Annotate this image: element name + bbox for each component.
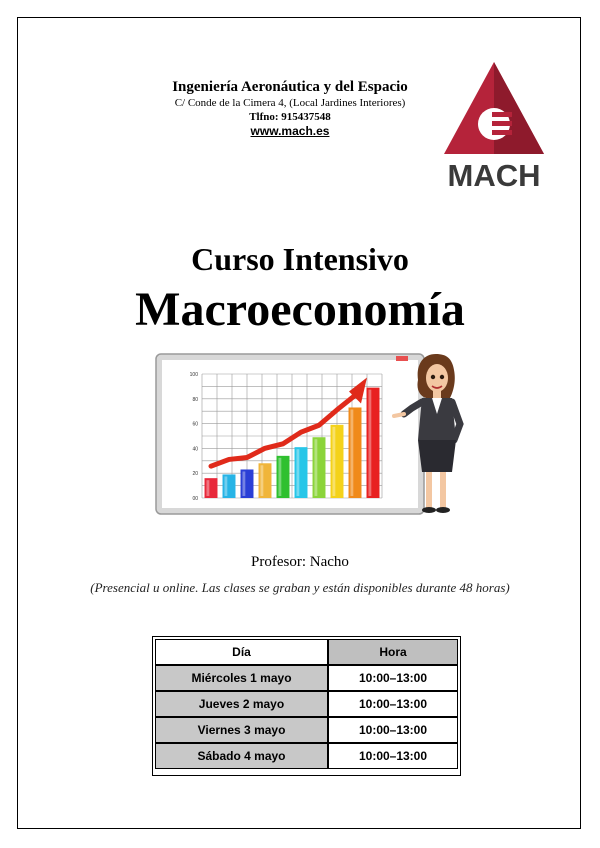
table-row (155, 743, 458, 769)
y-tick-label: 00 (192, 496, 198, 502)
y-tick-label: 60 (192, 421, 198, 428)
table-row (155, 717, 458, 743)
course-type: Curso Intensivo (191, 241, 409, 277)
chart-bar (241, 469, 254, 498)
row-time: 10:00–13:00 (328, 665, 458, 691)
chart-bar (223, 474, 236, 498)
chart-bar-highlight (368, 390, 371, 496)
row-day: Viernes 3 mayo (155, 717, 328, 743)
row-time: 10:00–13:00 (328, 717, 458, 743)
institution-name: Ingeniería Aeronáutica y del Espacio (172, 79, 408, 95)
row-day: Sábado 4 mayo (155, 743, 328, 769)
teacher-name: Profesor: Nacho (251, 554, 349, 570)
institution-website-link[interactable]: www.mach.es (250, 124, 330, 138)
modality-note: (Presencial u online. Las clases se graban y están disponibles durante 48 horas) (90, 580, 510, 595)
chart-bar-highlight (278, 458, 281, 496)
header-time: Hora (328, 639, 458, 665)
row-time: 10:00–13:00 (328, 691, 458, 717)
y-tick-label: 40 (192, 446, 198, 453)
y-tick-label: 80 (192, 396, 198, 403)
chart-bar-highlight (224, 476, 227, 496)
institution-phone: Tlfno: 915437548 (249, 111, 331, 123)
y-tick-label: 100 (189, 372, 198, 378)
chart-bar-highlight (242, 471, 245, 496)
chart-bar-highlight (260, 465, 263, 496)
chart-bar-highlight (350, 409, 353, 496)
growth-chart-illustration (150, 346, 480, 522)
institution-address: C/ Conde de la Cimera 4, (Local Jardines Interiores) (174, 97, 406, 109)
course-title: Macroeconomía (135, 283, 465, 336)
chart-bar (277, 456, 290, 498)
institution-header (140, 78, 440, 139)
schedule-header-row (155, 639, 458, 665)
y-tick-label: 20 (192, 471, 198, 478)
row-time: 10:00–13:00 (328, 743, 458, 769)
chart-bar-highlight (296, 449, 299, 496)
mach-logo (438, 58, 550, 190)
marker-icon (396, 356, 408, 361)
chart-bar-highlight (314, 439, 317, 496)
table-row (155, 691, 458, 717)
row-day: Miércoles 1 mayo (155, 665, 328, 691)
row-day: Jueves 2 mayo (155, 691, 328, 717)
chart-bar-highlight (332, 427, 335, 496)
chart-bar-highlight (206, 480, 209, 496)
schedule-table (152, 636, 461, 776)
logo-text: MACH (447, 158, 541, 190)
table-row (155, 665, 458, 691)
chart-bar (259, 463, 272, 498)
header-day: Día (155, 639, 328, 665)
